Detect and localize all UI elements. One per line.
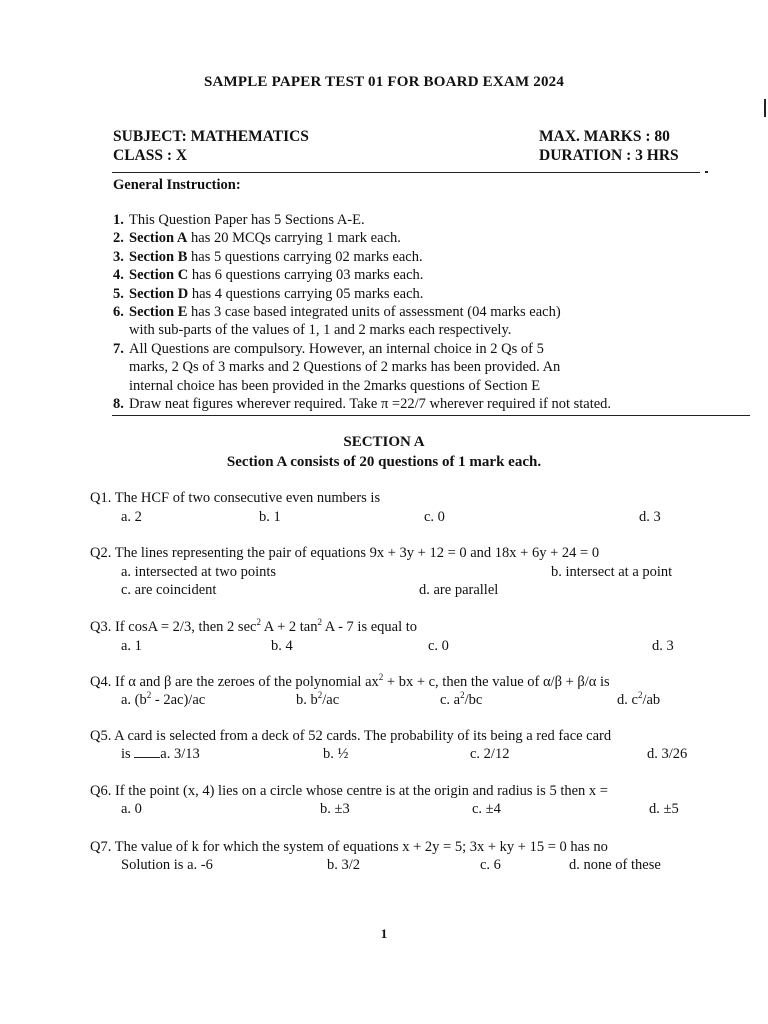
q1-option-d: d. 3 bbox=[639, 509, 661, 525]
q5-option-b: b. ½ bbox=[323, 746, 349, 762]
q7-option-d: d. none of these bbox=[569, 857, 661, 873]
scan-speck bbox=[705, 171, 708, 173]
instruction-7: 7. All Questions are compulsory. However, an internal choice in 2 Qs of 5 bbox=[113, 340, 544, 357]
q3-option-b: b. 4 bbox=[271, 638, 293, 654]
q6-option-c: c. ±4 bbox=[472, 801, 501, 817]
q4-option-a: a. $(b^2 - 2ac)/ac$ bbox=[121, 690, 206, 708]
q1-option-b: b. 1 bbox=[259, 509, 281, 525]
q6-text: Q6. If the point (x, 4) lies on a circle whose centre is at the origin and radius is 5 then x = bbox=[90, 783, 608, 799]
instruction-4: 4. Section C has 6 questions carrying 03 marks each. bbox=[113, 267, 424, 284]
instruction-6: 6. Section E has 3 case based integrated units of assessment (04 marks each) bbox=[113, 304, 561, 321]
q3-option-c: c. 0 bbox=[428, 638, 449, 654]
instruction-7-cont-2: internal choice has been provided in the 2marks questions of Section E bbox=[129, 377, 541, 394]
q4-option-c: c. $a^2/bc$ bbox=[440, 690, 483, 708]
scan-edge-mark bbox=[764, 99, 766, 117]
q6-option-a: a. 0 bbox=[121, 801, 142, 817]
q4-option-b: b. $b^2/ac$ bbox=[296, 690, 340, 708]
q1-text: Q1. The HCF of two consecutive even numbers is bbox=[90, 490, 381, 506]
q7-option-c: c. 6 bbox=[480, 857, 501, 873]
duration-label: DURATION : 3 HRS bbox=[539, 147, 679, 164]
q2-text: Q2. The lines representing the pair of equations 9x + 3y + 12 = 0 and 18x + 6y + 24 = 0 bbox=[90, 545, 600, 561]
page-number: 1 bbox=[380, 926, 388, 941]
instruction-list bbox=[113, 211, 611, 413]
q1-option-c: c. 0 bbox=[424, 509, 445, 525]
instruction-1: 1. This Question Paper has 5 Sections A-E. bbox=[113, 212, 365, 228]
q5-option-a-line: is a. 3/13 bbox=[121, 746, 200, 762]
q6-option-d: d. ±5 bbox=[649, 801, 679, 817]
q4-text: Q4. If α and β are the zeroes of the polynomial $ax^2$ + bx + c, then the value of α/β + β/α is bbox=[90, 672, 610, 690]
q3-text: Q3. If cosA = 2/3, then 2 $\sec^2 A + 2$ $\tan^2 A - 7$ is equal to bbox=[90, 617, 418, 635]
q5-option-d: d. 3/26 bbox=[647, 746, 688, 762]
q5-option-c: c. 2/12 bbox=[470, 746, 510, 762]
q6-option-b: b. ±3 bbox=[320, 801, 350, 817]
q5-blank bbox=[134, 746, 160, 758]
q7-option-b: b. 3/2 bbox=[327, 857, 361, 873]
class-label: CLASS : X bbox=[113, 147, 188, 164]
general-instruction-heading: General Instruction: bbox=[113, 177, 241, 193]
q5-text: Q5. A card is selected from a deck of 52 cards. The probability of its being a red face card bbox=[90, 728, 612, 744]
instruction-7-cont-1: marks, 2 Qs of 3 marks and 2 Questions of 2 marks has been provided. An bbox=[129, 359, 561, 376]
q7-text: Q7. The value of k for which the system of equations x + 2y = 5; 3x + ky + 15 = 0 has no bbox=[90, 839, 608, 855]
q2-option-c: c. are coincident bbox=[121, 582, 217, 598]
instruction-3: 3. Section B has 5 questions carrying 02 marks each. bbox=[113, 248, 423, 265]
section-title: SECTION A bbox=[343, 434, 425, 450]
q2-option-a: a. intersected at two points bbox=[121, 564, 277, 580]
section-subtitle: Section A consists of 20 questions of 1 mark each. bbox=[226, 454, 542, 470]
header-divider bbox=[112, 172, 700, 173]
q2-option-d: d. are parallel bbox=[419, 582, 499, 598]
max-marks-label: MAX. MARKS : 80 bbox=[539, 128, 670, 145]
instruction-5: 5. Section D has 4 questions carrying 05 marks each. bbox=[113, 285, 424, 302]
q1-option-a: a. 2 bbox=[121, 509, 142, 525]
instruction-8: 8. Draw neat figures wherever required. Take π =22/7 wherever required if not stated. bbox=[113, 396, 612, 413]
q7-line-2: Solution is a. -6 bbox=[121, 857, 213, 873]
q3-option-a: a. 1 bbox=[121, 638, 142, 654]
instructions-divider bbox=[112, 415, 750, 416]
q4-option-d: d. $c^2/ab$ bbox=[617, 690, 661, 708]
subject-label: SUBJECT: MATHEMATICS bbox=[113, 128, 309, 145]
instruction-2: 2. Section A has 20 MCQs carrying 1 mark each. bbox=[113, 230, 401, 247]
instruction-6-cont: with sub-parts of the values of 1, 1 and 2 marks each respectively. bbox=[129, 322, 512, 339]
q2-option-b: b. intersect at a point bbox=[551, 564, 673, 580]
paper-title: SAMPLE PAPER TEST 01 FOR BOARD EXAM 2024 bbox=[203, 74, 565, 90]
q3-option-d: d. 3 bbox=[652, 638, 674, 654]
